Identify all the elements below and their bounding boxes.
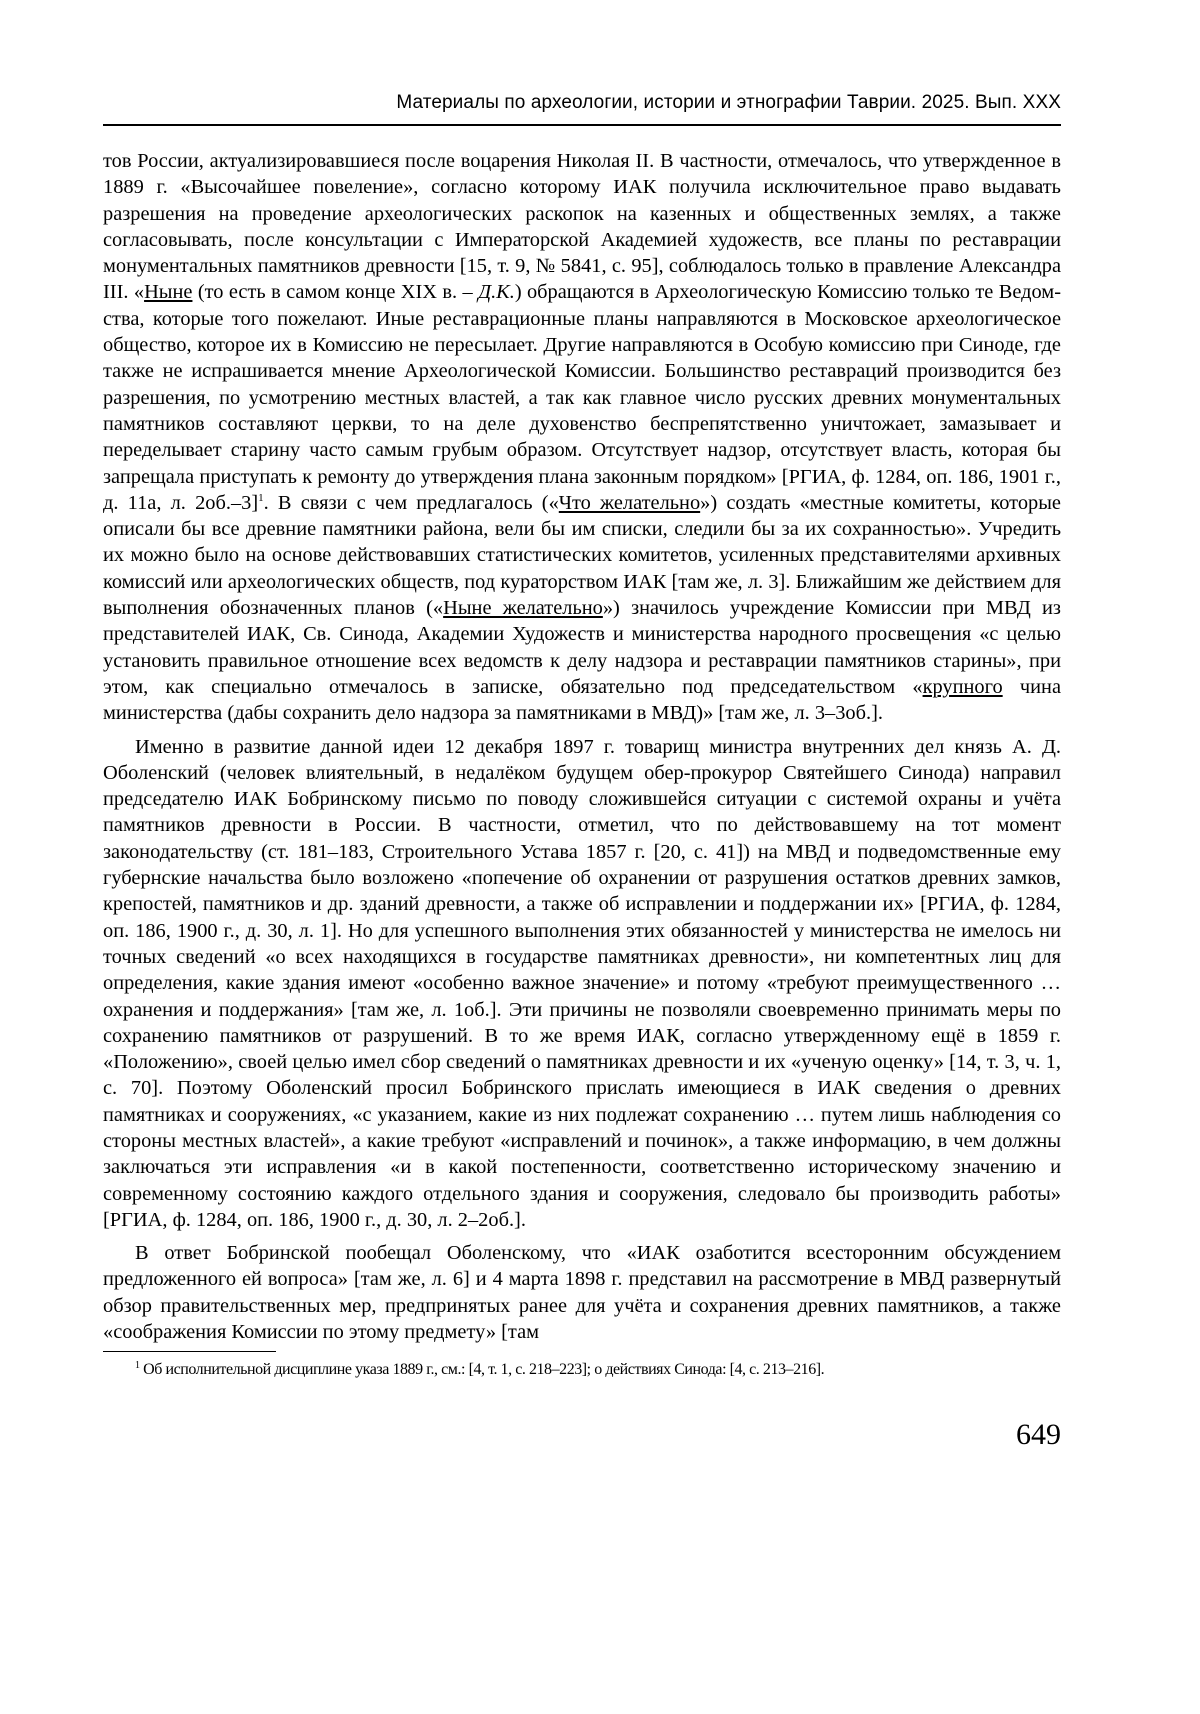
text-run: ) обращаются в Археологическую Комиссию только те Ведомства, которые того пожелают. Иные реставрационные планы направляются в Московское археологическое общество, которое их в Комиссию не пересылает. Другие направляются в Особую комиссию при Синоде, где также не испрашивается мнение Археологической Комиссии. Большинство реставраций производится без разрешения, по усмотрению местных властей, а так как главное число русских древних монументальных памятников составляют церкви, то на деле духовенство беспрепятственно уничтожает, замазывает и переделывает старину часто самым грубым образом. Отсутствует надзор, отсутствует власть, которая бы запрещала приступать к ремонту до утверждения плана законным порядком» [РГИА, ф. 1284, оп. 186, 1901 г., д. 11а, л. 2об.–3] [103,281,1061,514]
text-run: (то есть в самом конце XIX в. – [192,281,479,304]
paragraph-1 [103,148,1061,727]
underlined-word: Ныне [144,281,193,304]
author-initials: Д.К. [478,281,515,304]
paragraph-3: В ответ Бобринской пообещал Оболенскому, что «ИАК озаботится всесторонним обсуждением предложенного ей вопроса» [там же, л. 6] и 4 марта 1898 г. представил на рассмотрение в МВД развернутый обзор правительственных мер, предпринятых ранее для учёта и сохранения древних памятников, а также «соображения Комиссии по этому предмету» [там [103,1242,1061,1344]
body-text [103,148,1061,1345]
paragraph-2: Именно в развитие данной идеи 12 декабря 1897 г. товарищ министра внутренних дел князь А. Д. Оболенский (человек влиятельный, в недалёком будущем обер-прокурор Святейшего Синода) направил председателю ИАК Бобринскому письмо по поводу сложившейся ситуации с системой охраны и учёта памятников древности в России. В частности, отметил, что по действовавшему на тот момент законодательству (ст. 181–183, Строительного Устава 1857 г. [20, с. 41]) на МВД и подведомственные ему губернские начальства было возложено «попечение об охранении от разрушения остатков древних замков, крепостей, памятников и др. зданий древности, а также об исправлении и поддержании их» [РГИА, ф. 1284, оп. 186, 1900 г., д. 30, л. 1]. Но для успешного выполнения этих обязанностей у министерства не имелось ни точных сведений «о всех находящихся в государстве памятниках древности», ни компетентных лиц для определения, какие здания имеют «особенно важное значение» и потому «требуют преимущественного … охранения и поддержания» [там же, л. 1об.]. Эти причины не позволяли своевременно принимать меры по сохранению памятников от разрушений. В то же время ИАК, согласно утвержденному ещё в 1859 г. «Положению», своей целью имел сбор сведений о памятниках древности и их «ученую оценку» [14, т. 3, ч. 1, с. 70]. Поэтому Оболенский просил Бобринского прислать имеющиеся в ИАК сведения о древних памятниках и сооружениях, «с указанием, какие из них подлежат сохранению … путем лишь наблюдения со стороны местных властей», а какие требуют «исправлений и починок», а также информацию, в чем должны заключаться эти исправления «и в какой постепенности, соответственно историческому значению и современному состоянию каждого отдельного здания и сооружения, следовало бы производить работы» [РГИА, ф. 1284, оп. 186, 1900 г., д. 30, л. 2–2об.]. [103,735,1061,1231]
footnote-marker: 1 [135,1360,140,1372]
running-head: Материалы по археологии, истории и этнографии Таврии. 2025. Вып. XXX [103,92,1061,126]
text-run: ») значилось учреждение Комиссии при МВД из представителей ИАК, Св. Синода, Академии Художеств и министерства народного просвещения «с целью установить правильное отношение всех ведомств к делу надзора и реставрации памятников старины», при этом, как специально отмечалось в записке, обязательно под председательством « [103,597,1061,698]
text-run: тов России, актуализировавшиеся после воцарения Николая II. В частности, отмечалось, что утвержденное в 1889 г. «Высочайшее повеление», согласно которому ИАК получила исключительное право выдавать разрешения на проведение археологических раскопок на казенных и общественных землях, а также согласовывать, после консультации с Императорской Академией художеств, все планы по реставрации монументальных памятников древности [15, т. 9, № 5841, с. 95], соблюдалось только в правление Александра III. « [103,150,1061,304]
footnote-divider [103,1351,276,1352]
underlined-phrase: Что желательно [558,491,701,514]
underlined-word: крупного [922,675,1003,698]
text-run: чина министерства (дабы сохранить дело надзора за памятниками в МВД)» [там же, л. 3–3об.]. [103,675,1061,725]
text-run: . В связи с чем предлагалось (« [263,491,559,514]
underlined-phrase: Ныне желательно [443,597,603,620]
text-run: ») создать «местные комитеты, которые описали бы все древние памятники района, вели бы им списки, следили бы за их сохранностью». Учредить их можно было на основе действовавших статистических комитетов, усиленных представителями архивных комиссий или археологических обществ, под кураторством ИАК [там же, л. 3]. Ближайшим же действием для выполнения обозначенных планов (« [103,491,1061,620]
footnote-reference: 1 [258,491,264,504]
document-page [103,92,1061,1452]
footnote-text: Об исполнительной дисциплине указа 1889 г., см.: [4, т. 1, с. 218–223]; о действиях Синода: [4, с. 213–216]. [139,1361,825,1379]
footnote [103,1359,1061,1380]
page-number: 649 [1016,1418,1061,1452]
